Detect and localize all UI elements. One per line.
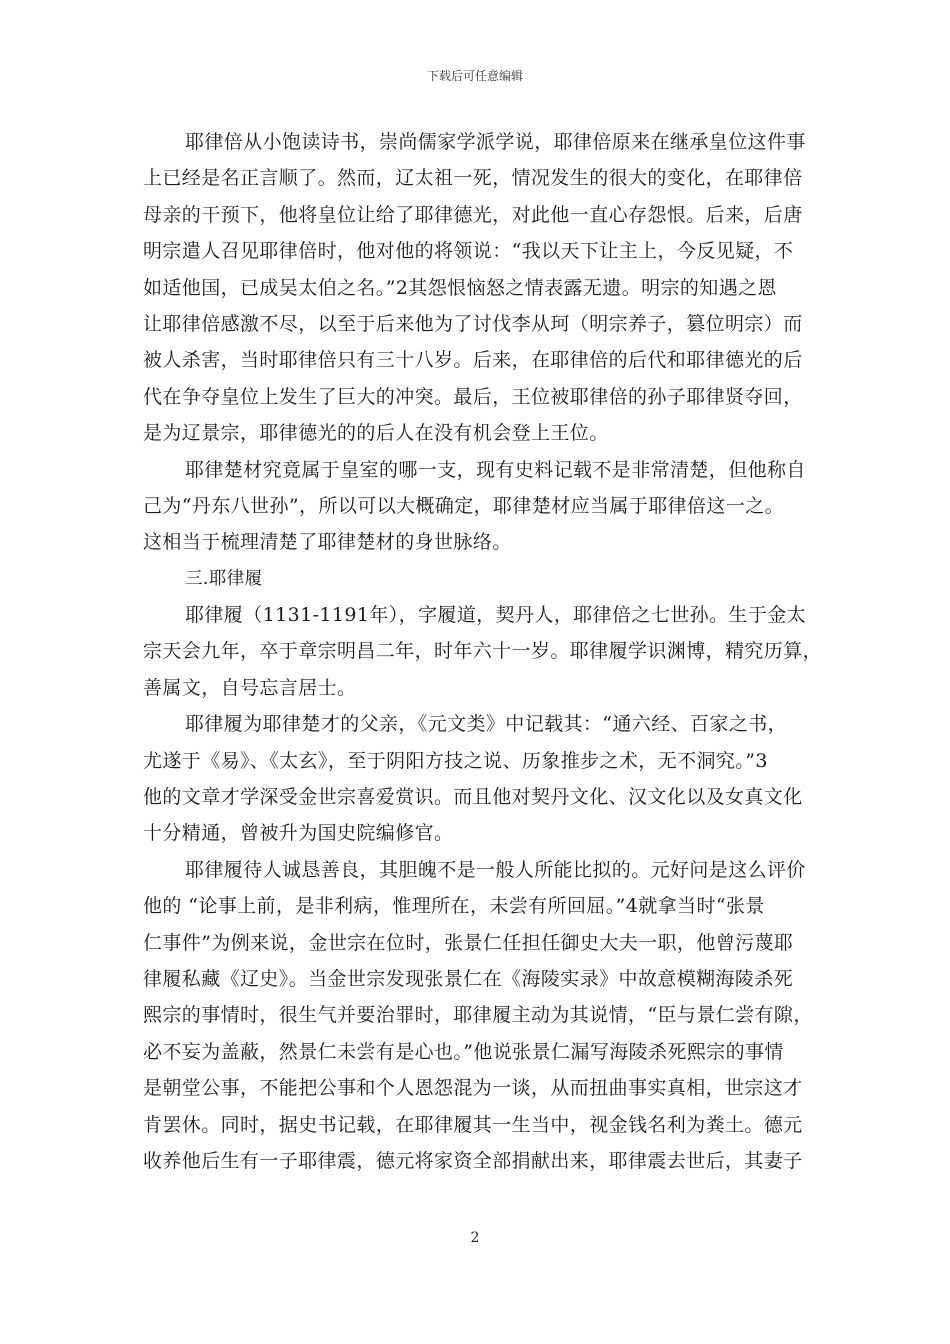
text-line: 这相当于梳理清楚了耶律楚材的身世脉络。 (143, 531, 512, 554)
text-line: 仁事件”为例来说，金世宗在位时，张景仁任担任御史大夫一职，他曾污蔑耶 (143, 931, 794, 954)
text-line: 尤遂于《易》、《太玄》，至于阴阳方技之说、历象推步之术，无不洞究。”3 (143, 749, 768, 772)
text-line: 熙宗的事情时，很生气并要治罪时，耶律履主动为其说情，“臣与景仁尝有隙， (143, 1004, 813, 1027)
text-line: 是朝堂公事，不能把公事和个人恩怨混为一谈，从而扭曲事实真相，世宗这才 (143, 1077, 803, 1100)
text-line: 代在争夺皇位上发生了巨大的冲突。最后，王位被耶律倍的孙子耶律贤夺回， (143, 385, 803, 408)
text-line: 律履私藏《辽史》。当金世宗发现张景仁在《海陵实录》中故意模糊海陵杀死 (143, 967, 794, 990)
text-line: 宗天会九年，卒于章宗明昌二年，时年六十一岁。耶律履学识渊博，精究历算， (143, 640, 823, 663)
document-body (143, 124, 823, 1179)
text-line: 耶律倍从小饱读诗书，崇尚儒家学派学说，耶律倍原来在继承皇位这件事 (185, 131, 806, 153)
section-heading: 三.耶律履 (185, 568, 263, 589)
text-line: 肯罢休。同时，据史书记载，在耶律履其一生当中，视金钱名利为粪土。德元 (143, 1113, 803, 1136)
page-header: 下载后可任意编辑 (426, 69, 523, 83)
text-line: 耶律楚材究竟属于皇室的哪一支，现有史料记载不是非常清楚，但他称自 (185, 458, 806, 481)
text-line: 耶律履为耶律楚才的父亲，《元文类》中记载其：“通六经、百家之书， (185, 713, 788, 736)
text-line: 明宗遣人召见耶律倍时，他对他的将领说：“我以天下让主上，今反见疑，不 (143, 240, 794, 263)
text-line: 己为“丹东八世孙”，所以可以大概确定，耶律楚材应当属于耶律倍这一之。 (143, 494, 785, 517)
text-line: 让耶律倍感激不尽，以至于后来他为了讨伐李从珂（明宗养子，篡位明宗）而 (143, 312, 803, 335)
text-line: 如适他国，已成吴太伯之名。”2其怨恨恼怒之情表露无遗。明宗的知遇之恩 (143, 276, 777, 299)
text-line: 十分精通，曾被升为国史院编修官。 (143, 822, 454, 845)
text-line: 耶律履待人诚恳善良，其胆魄不是一般人所能比拟的。元好问是这么评价 (185, 858, 806, 881)
text-line: 上已经是名正言顺了。然而，辽太祖一死，情况发生的很大的变化，在耶律倍 (143, 167, 803, 190)
text-line: 被人杀害，当时耶律倍只有三十八岁。后来，在耶律倍的后代和耶律德光的后 (143, 349, 803, 372)
text-line: 收养他后生有一子耶律震，德元将家资全部捐献出来，耶律震去世后，其妻子 (143, 1149, 803, 1172)
text-line: 是为辽景宗，耶律德光的的后人在没有机会登上王位。 (143, 422, 609, 445)
text-line: 必不妄为盖蔽，然景仁未尝有是心也。”他说张景仁漏写海陵杀死熙宗的事情 (143, 1040, 784, 1063)
text-line: 母亲的干预下，他将皇位让给了耶律德光，对此他一直心存怨恨。后来，后唐 (143, 203, 803, 226)
text-line: 耶律履（1131-1191年），字履道，契丹人，耶律倍之七世孙。生于金太 (185, 604, 807, 627)
text-line: 他的 “论事上前，是非利病，惟理所在，未尝有所回屈。”4就拿当时“张景 (143, 895, 765, 918)
text-line: 他的文章才学深受金世宗喜爱赏识。而且他对契丹文化、汉文化以及女真文化 (143, 786, 803, 809)
page-number: 2 (470, 1230, 480, 1246)
text-line: 善属文，自号忘言居士。 (143, 676, 357, 699)
